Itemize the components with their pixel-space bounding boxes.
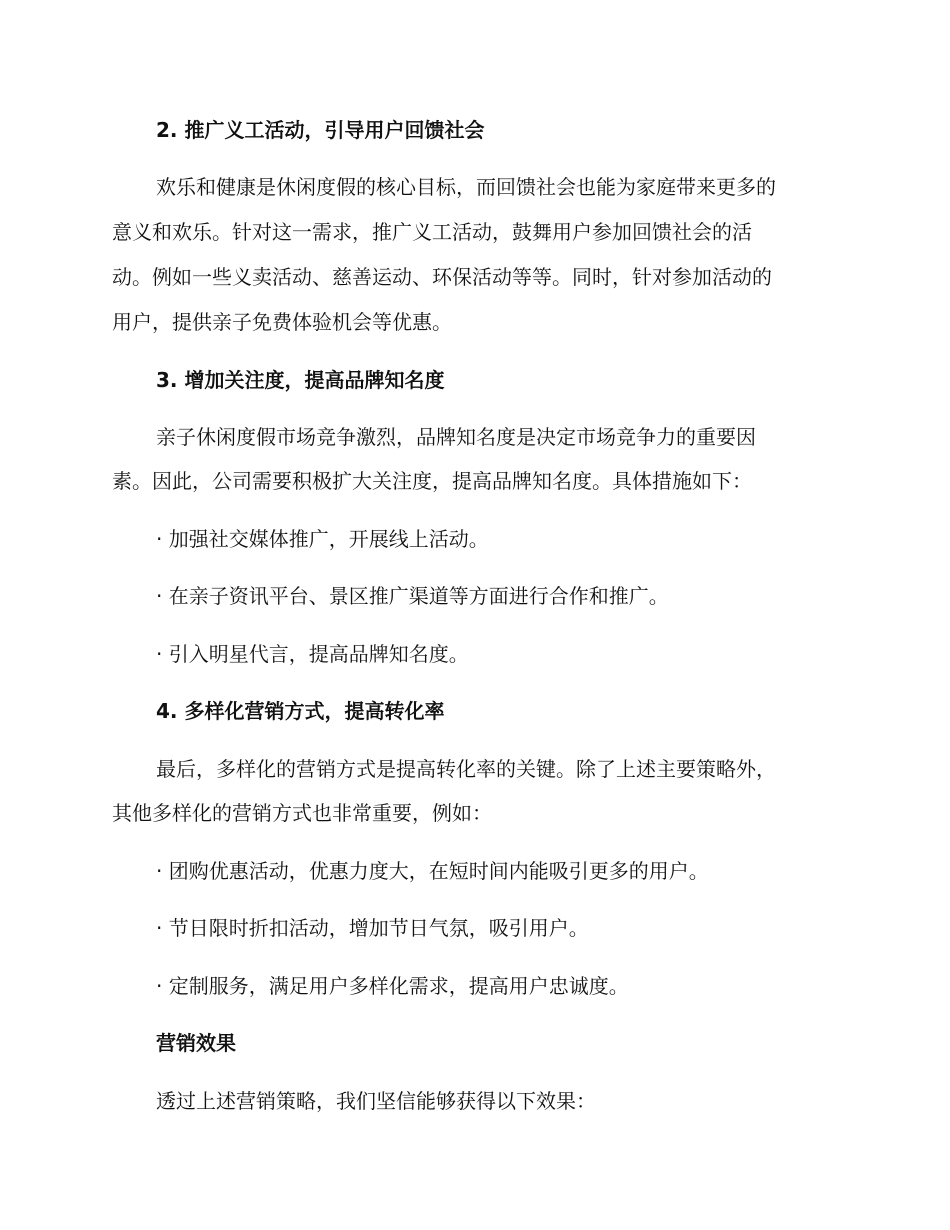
paragraph-line: 亲子休闲度假市场竞争激烈，品牌知名度是决定市场竞争力的重要因 <box>156 425 756 449</box>
bullet-item: · 节日限时折扣活动，增加节日气氛，吸引用户。 <box>156 916 589 940</box>
bullet-item: · 团购优惠活动，优惠力度大，在短时间内能吸引更多的用户。 <box>156 859 709 883</box>
section-heading-3: 3. 增加关注度，提高品牌知名度 <box>156 368 445 392</box>
paragraph-line: 素。因此，公司需要积极扩大关注度，提高品牌知名度。具体措施如下： <box>112 469 752 493</box>
section-heading-effect: 营销效果 <box>156 1031 236 1055</box>
section-heading-2: 2. 推广义工活动，引导用户回馈社会 <box>156 118 485 142</box>
paragraph-line: 透过上述营销策略，我们坚信能够获得以下效果： <box>156 1089 596 1113</box>
section-heading-4: 4. 多样化营销方式，提高转化率 <box>156 699 445 723</box>
paragraph-line: 动。例如一些义卖活动、慈善运动、环保活动等等。同时，针对参加活动的 <box>112 265 772 289</box>
bullet-item: · 定制服务，满足用户多样化需求，提高用户忠诚度。 <box>156 974 629 998</box>
bullet-item: · 在亲子资讯平台、景区推广渠道等方面进行合作和推广。 <box>156 584 669 608</box>
bullet-item: · 加强社交媒体推广，开展线上活动。 <box>156 527 489 551</box>
paragraph-line: 欢乐和健康是休闲度假的核心目标，而回馈社会也能为家庭带来更多的 <box>156 175 776 199</box>
paragraph-line: 意义和欢乐。针对这一需求，推广义工活动，鼓舞用户参加回馈社会的活 <box>112 220 752 244</box>
paragraph-line: 最后，多样化的营销方式是提高转化率的关键。除了上述主要策略外， <box>156 757 776 781</box>
bullet-item: · 引入明星代言，提高品牌知名度。 <box>156 642 469 666</box>
paragraph-line: 用户，提供亲子免费体验机会等优惠。 <box>112 310 452 334</box>
paragraph-line: 其他多样化的营销方式也非常重要，例如： <box>112 801 492 825</box>
